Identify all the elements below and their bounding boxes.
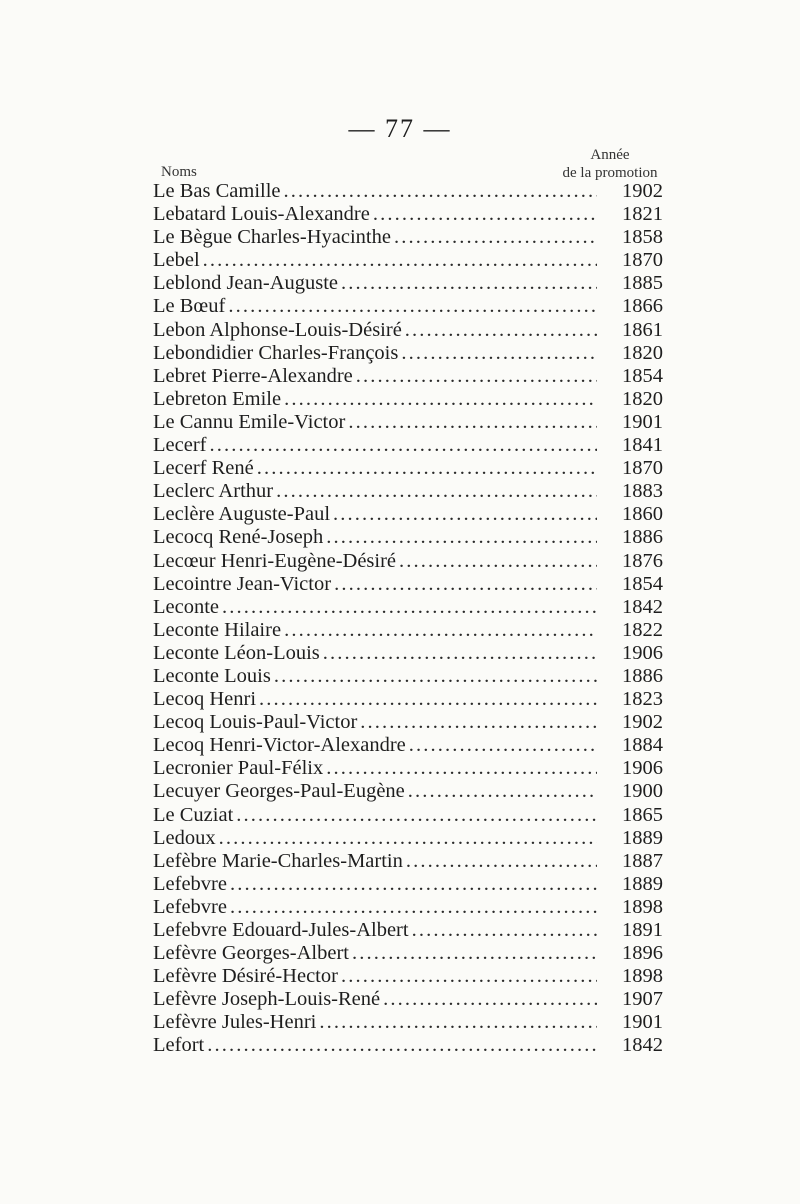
entry-year: 1884 [622,734,663,757]
list-item [153,850,663,873]
dot-leader [219,827,597,850]
dot-leader [274,665,597,688]
entry-name: Lecoq Henri [153,688,257,711]
list-item [153,388,663,411]
list-item [153,965,663,988]
entry-name: Lecointre Jean-Victor [153,572,332,595]
column-header-names: Noms [161,164,197,180]
entry-name: Lecerf René [153,457,254,480]
entry-name: Lefèbre Marie-Charles-Martin [153,849,403,872]
list-item [153,295,663,318]
entry-year: 1891 [622,919,663,941]
dot-leader [356,365,597,388]
entry-year: 1876 [622,549,663,572]
dot-leader [360,711,597,734]
entry-year: 1900 [622,780,663,803]
list-item [153,665,663,688]
entry-year: 1854 [622,364,663,387]
list-item [153,596,663,619]
entry-name: Lefèvre Jules-Henri [153,1011,317,1034]
entry-name: Leblond Jean-Auguste [153,272,339,295]
entry-name: Leconte Léon-Louis [153,641,320,664]
entry-year: 1898 [622,965,663,988]
entry-year: 1902 [622,711,663,734]
dot-leader [228,295,597,318]
dot-leader [230,896,597,919]
entry-year: 1907 [622,988,663,1011]
entry-year: 1887 [622,849,663,872]
dot-leader [323,642,597,665]
dot-leader [348,411,597,434]
entry-year: 1883 [622,480,663,503]
list-item [153,342,663,365]
dot-leader [399,550,597,573]
dot-leader [352,942,597,965]
page-number: — 77 — [348,114,452,143]
list-item [153,942,663,965]
list-item [153,550,663,573]
entry-year: 1842 [622,1034,663,1057]
entry-name: Lefebvre [153,895,227,918]
dot-leader [207,1034,597,1057]
list-item [153,619,663,642]
entry-name: Lecerf [153,434,207,457]
entry-year: 1823 [622,688,663,711]
entry-name: Lefèvre Georges-Albert [153,942,349,965]
dot-leader [383,988,597,1011]
entry-name: Le Cannu Emile-Victor [153,410,346,433]
list-item [153,919,663,942]
dot-leader [230,873,597,896]
list-item [153,319,663,342]
list-item [153,272,663,295]
entry-name: Lebel [153,249,200,272]
dot-leader [257,457,597,480]
entry-year: 1820 [622,341,663,364]
entry-name: Lecoq Louis-Paul-Victor [153,711,358,734]
entry-year: 1841 [622,434,663,457]
dot-leader [203,249,597,272]
dot-leader [333,503,597,526]
entry-name: Le Bègue Charles-Hyacinthe [153,226,391,249]
dot-leader [408,780,597,803]
list-item [153,226,663,249]
dot-leader [284,180,597,203]
entry-name: Lecronier Paul-Félix [153,757,324,780]
entry-year: 1820 [622,387,663,410]
dot-leader [236,804,597,827]
entry-year: 1901 [622,410,663,433]
entry-name: Lebon Alphonse-Louis-Désiré [153,318,402,341]
entry-name: Ledoux [153,826,216,849]
entry-year: 1860 [622,503,663,526]
list-item [153,688,663,711]
list-item [153,734,663,757]
entry-year: 1906 [622,757,663,780]
promotion-list [153,180,663,1058]
list-item [153,988,663,1011]
dot-leader [326,526,597,549]
entry-name: Lebreton Emile [153,387,282,410]
entry-name: Lebondidier Charles-François [153,341,399,364]
list-item [153,757,663,780]
dot-leader [284,388,597,411]
list-item [153,1011,663,1034]
entry-year: 1889 [622,872,663,895]
dot-leader [401,342,597,365]
dot-leader [341,272,597,295]
dot-leader [276,480,597,503]
entry-name: Leconte [153,595,220,618]
dot-leader [334,573,597,596]
list-item [153,526,663,549]
dot-leader [319,1011,597,1034]
list-item [153,480,663,503]
dot-leader [409,734,597,757]
entry-name: Leclère Auguste-Paul [153,503,331,526]
dot-leader [209,434,597,457]
list-item [153,249,663,272]
list-item [153,365,663,388]
entry-year: 1896 [622,942,663,965]
dot-leader [222,596,597,619]
list-item [153,411,663,434]
list-item [153,780,663,803]
dot-leader [406,850,597,873]
list-item [153,434,663,457]
entry-year: 1886 [622,664,663,687]
entry-year: 1822 [622,618,663,641]
entry-year: 1854 [622,572,663,595]
column-header-year-line1: Année [590,147,630,163]
list-item [153,873,663,896]
entry-year: 1902 [622,180,663,202]
dot-leader [373,203,597,226]
entry-year: 1906 [622,641,663,664]
entry-name: Le Bas Camille [153,180,281,202]
entry-year: 1886 [622,526,663,549]
entry-year: 1865 [622,803,663,826]
dot-leader [326,757,597,780]
list-item [153,573,663,596]
entry-name: Le Cuziat [153,803,234,826]
entry-name: Le Bœuf [153,295,226,318]
entry-name: Lebret Pierre-Alexandre [153,364,353,387]
dot-leader [259,688,597,711]
list-item [153,503,663,526]
entry-name: Lecœur Henri-Eugène-Désiré [153,549,397,572]
list-item [153,203,663,226]
entry-year: 1858 [622,226,663,249]
entry-year: 1870 [622,249,663,272]
dot-leader [284,619,597,642]
entry-year: 1889 [622,826,663,849]
entry-name: Lecocq René-Joseph [153,526,324,549]
entry-name: Leconte Hilaire [153,618,282,641]
entry-name: Leconte Louis [153,664,271,687]
entry-name: Lefebvre [153,872,227,895]
list-item [153,180,663,203]
entry-name: Lecuyer Georges-Paul-Eugène [153,780,405,803]
entry-name: Lebatard Louis-Alexandre [153,203,370,226]
dot-leader [394,226,597,249]
entry-year: 1901 [622,1011,663,1034]
entry-name: Lecoq Henri-Victor-Alexandre [153,734,406,757]
entry-year: 1866 [622,295,663,318]
column-header-year-line2: de la promotion [562,165,658,181]
entry-year: 1870 [622,457,663,480]
entry-year: 1861 [622,318,663,341]
entry-name: Lefèvre Désiré-Hector [153,965,338,988]
dot-leader [412,919,597,942]
list-item [153,804,663,827]
entry-year: 1842 [622,595,663,618]
entry-year: 1898 [622,895,663,918]
list-item [153,896,663,919]
column-header-year [545,146,675,182]
dot-leader [341,965,597,988]
list-item [153,711,663,734]
entry-year: 1885 [622,272,663,295]
list-item [153,827,663,850]
list-item [153,642,663,665]
list-item [153,457,663,480]
entry-name: Leclerc Arthur [153,480,274,503]
entry-name: Lefort [153,1034,205,1057]
entry-year: 1821 [622,203,663,226]
dot-leader [405,319,597,342]
entry-name: Lefèvre Joseph-Louis-René [153,988,381,1011]
entry-name: Lefebvre Edouard-Jules-Albert [153,919,409,941]
list-item [153,1034,663,1057]
